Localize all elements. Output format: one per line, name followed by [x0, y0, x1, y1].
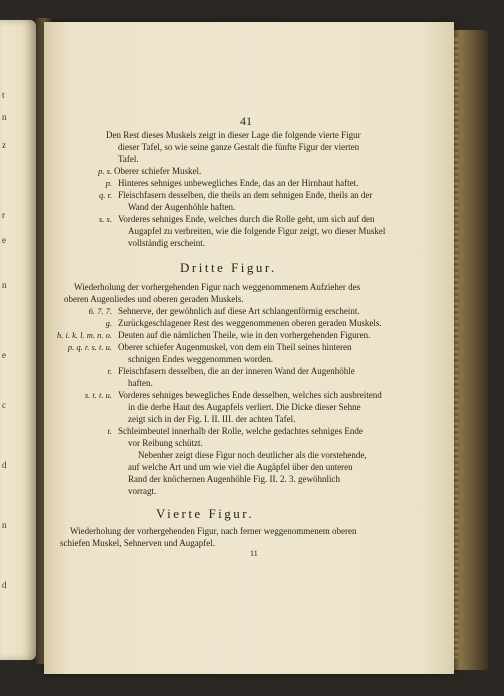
- page-number: 41: [240, 114, 252, 128]
- facing-text-fragment: d: [2, 460, 7, 470]
- entry-text: vor Reibung schützt.: [128, 438, 203, 448]
- facing-text-fragment: n: [2, 280, 7, 290]
- body-line: Wiederholung der vorhergehenden Figur, nach ferner weggenommenem oberen: [70, 526, 357, 536]
- entry-text: Oberer schiefer Muskel.: [114, 166, 202, 176]
- facing-text-fragment: n: [2, 112, 7, 122]
- facing-text-fragment: e: [2, 235, 6, 245]
- entry-text: haften.: [128, 378, 153, 388]
- entry-marker: g.: [105, 318, 112, 328]
- body-line: Tafel.: [118, 154, 139, 164]
- entry-marker: p.: [105, 178, 112, 188]
- entry-text: Wand der Augenhöhle haften.: [128, 202, 236, 212]
- entry-marker: s. s.: [99, 214, 112, 224]
- facing-text-fragment: e: [2, 350, 6, 360]
- entry-text: Vorderes sehniges bewegliches Ende desselben, welches sich ausbreitend: [118, 390, 382, 400]
- facing-text-fragment: r: [2, 210, 5, 220]
- body-line: Rand der knöchernen Augenhöhle Fig. II. 2. 3. gewöhnlich: [128, 474, 340, 484]
- signature-mark: 11: [250, 549, 258, 558]
- entry-text: Deuten auf die nämlichen Theile, wie in den vorhergehenden Figuren.: [118, 330, 371, 340]
- entry-text: Fleischfasern desselben, die theils an dem sehnigen Ende, theils an der: [118, 190, 373, 200]
- body-line: Den Rest dieses Muskels zeigt in dieser Lage die folgende vierte Figur: [106, 130, 361, 140]
- facing-text-fragment: n: [2, 520, 7, 530]
- body-line: oberen Augenliedes und oberen geraden Muskels.: [64, 294, 244, 304]
- entry-marker: 6. 7. 7.: [88, 306, 112, 316]
- entry-marker: q. r.: [99, 190, 112, 200]
- body-line: auf welche Art und um wie viel die Augäpfel über den unteren: [128, 462, 353, 472]
- facing-page-edge: [0, 20, 36, 660]
- body-line: vorragt.: [128, 486, 157, 496]
- facing-text-fragment: t: [2, 90, 5, 100]
- entry-text: Sehnerve, der gewöhnlich auf diese Art schlangenförmig erscheint.: [118, 306, 360, 316]
- entry-text: Fleischfasern desselben, die an der inneren Wand der Augenhöhle: [118, 366, 355, 376]
- entry-text: zeigt sich in der Fig. I. II. III. der achten Tafel.: [128, 414, 296, 424]
- body-line: Wiederholung der vorhergehenden Figur nach weggenommenem Aufzieher des: [74, 282, 361, 292]
- book-page: [44, 22, 454, 674]
- entry-marker: t.: [107, 426, 112, 436]
- entry-text: Schleimbeutel innerhalb der Rolle, welche gedachtes sehniges Ende: [118, 426, 363, 436]
- entry-marker: p. q. r. s. t. u.: [67, 342, 112, 352]
- entry-text: Oberer schiefer Augenmuskel, von dem ein Theil seines hinteren: [118, 342, 352, 352]
- facing-text-fragment: z: [2, 140, 6, 150]
- entry-text: vollständig erscheint.: [128, 238, 205, 248]
- entry-text: Augapfel zu verbreiten, wie die folgende Figur zeigt, wo dieser Muskel: [128, 226, 386, 236]
- body-line: Nebenher zeigt diese Figur noch deutlicher als die vorstehende,: [138, 450, 367, 460]
- facing-text-fragment: d: [2, 580, 7, 590]
- entry-marker: r.: [107, 366, 112, 376]
- entry-marker: p. s.: [98, 166, 112, 176]
- entry-text: schnigen Endes weggenommen worden.: [128, 354, 273, 364]
- entry-text: Hinteres sehniges unbewegliches Ende, das an der Hirnhaut haftet.: [118, 178, 359, 188]
- entry-text: Zurückgeschlagener Rest des weggenommenen oberen geraden Muskels.: [118, 318, 382, 328]
- section-heading: Dritte Figur.: [180, 260, 277, 275]
- section-heading: Vierte Figur.: [156, 506, 255, 521]
- entry-text: Vorderes sehniges Ende, welches durch die Rolle geht, um sich auf den: [118, 214, 375, 224]
- entry-marker: s. t. t. u.: [84, 390, 112, 400]
- facing-text-fragment: c: [2, 400, 6, 410]
- body-line: schiefen Muskel, Sehnerven und Augapfel.: [60, 538, 215, 548]
- body-line: dieser Tafel, so wie seine ganze Gestalt die fünfte Figur der vierten: [118, 142, 360, 152]
- entry-text: in die derbe Haut des Augapfels verliert. Die Dicke dieser Sehne: [128, 402, 361, 412]
- entry-marker: h. i. k. l. m. n. o.: [56, 330, 112, 340]
